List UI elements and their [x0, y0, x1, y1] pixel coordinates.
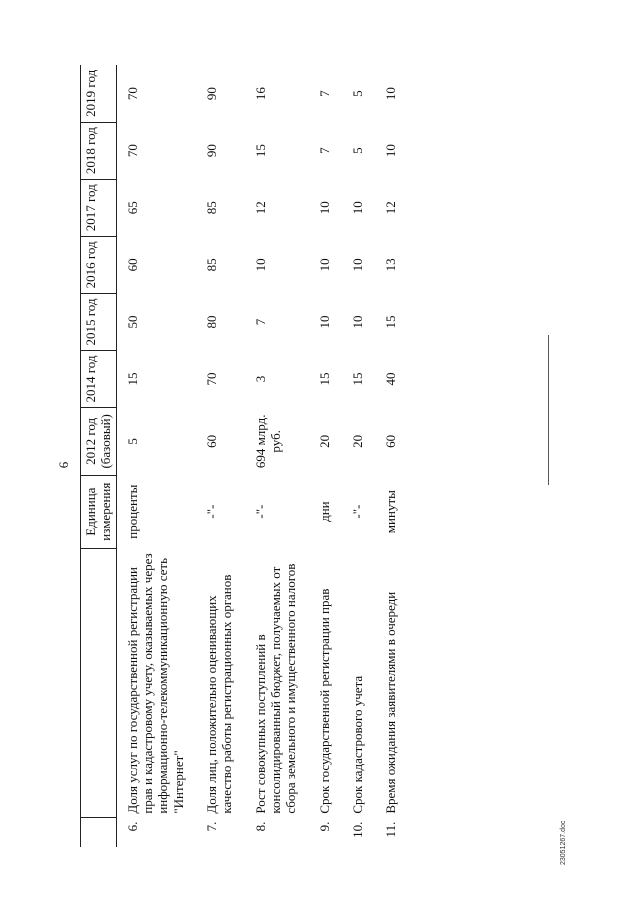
row-unit: проценты [124, 484, 140, 539]
row-number: 6. [124, 821, 140, 832]
row-value-2016: 60 [124, 258, 140, 272]
header-2016: 2016 год [81, 236, 117, 293]
row-value-2018: 90 [203, 144, 219, 158]
header-2012: 2012 год (базовый) [81, 408, 117, 475]
row-value-2018: 10 [383, 144, 399, 158]
row-value-2012: 694 млрд. руб. [252, 414, 283, 469]
row-value-2015: 7 [252, 318, 268, 326]
row-value-2019: 7 [316, 90, 332, 97]
row-value-2014: 3 [252, 375, 268, 383]
document-code: 23051267.doc [560, 820, 567, 865]
row-indicator-name: Время ожидания заявителями в очереди [383, 591, 399, 814]
row-indicator-name: Рост совокупных поступлений в консолидированный бюджет, получаемых от сбора земельного и имущественного налогов [252, 563, 299, 814]
row-indicator-name: Доля лиц, положительно оценивающих качество работы регистрационных органов [203, 574, 235, 814]
row-value-2019: 5 [349, 90, 365, 97]
header-2017: 2017 год [81, 179, 117, 236]
row-value-2016: 10 [349, 258, 365, 272]
row-value-2019: 16 [252, 87, 268, 101]
row-value-2015: 10 [349, 315, 365, 329]
row-number: 7. [203, 821, 219, 832]
row-number: 9. [316, 821, 332, 832]
header-2014: 2014 год [81, 351, 117, 408]
header-2019: 2019 год [81, 65, 117, 122]
row-value-2014: 15 [316, 372, 332, 386]
footer-divider [548, 335, 549, 485]
row-value-2017: 12 [252, 201, 268, 215]
rotated-page [40, 65, 580, 865]
page-number: 6 [56, 461, 71, 469]
row-value-2017: 10 [349, 201, 365, 215]
table-row [342, 65, 375, 847]
row-value-2012: 60 [383, 434, 399, 448]
row-value-2014: 40 [383, 372, 399, 386]
row-value-2018: 70 [124, 144, 140, 158]
table-row [196, 65, 245, 847]
row-unit: минуты [383, 490, 399, 534]
row-number: 8. [252, 821, 268, 832]
row-indicator-name: Срок кадастрового учета [349, 675, 365, 814]
row-value-2012: 20 [316, 434, 332, 448]
row-unit: дни [316, 501, 332, 522]
table-row [116, 65, 196, 847]
row-number: 10. [349, 821, 365, 838]
row-value-2016: 85 [203, 258, 219, 272]
row-value-2016: 10 [316, 258, 332, 272]
row-value-2015: 10 [316, 315, 332, 329]
header-2015: 2015 год [81, 293, 117, 350]
row-value-2019: 90 [203, 87, 219, 101]
table-row [245, 65, 309, 847]
row-value-2017: 65 [124, 201, 140, 215]
row-value-2019: 10 [383, 87, 399, 101]
row-value-2018: 15 [252, 144, 268, 158]
row-unit: -"- [203, 504, 219, 519]
table-row [309, 65, 342, 847]
row-value-2019: 70 [124, 87, 140, 101]
row-value-2018: 5 [349, 147, 365, 154]
row-indicator-name: Срок государственной регистрации прав [316, 588, 332, 814]
header-2018: 2018 год [81, 122, 117, 179]
row-value-2018: 7 [316, 147, 332, 154]
row-number: 11. [383, 821, 399, 838]
row-value-2015: 50 [124, 315, 140, 329]
row-value-2012: 5 [124, 438, 140, 445]
row-unit: -"- [349, 504, 365, 519]
row-value-2014: 70 [203, 372, 219, 386]
row-value-2016: 13 [383, 258, 399, 272]
indicators-table [80, 65, 409, 847]
row-value-2012: 60 [203, 434, 219, 448]
table-header-row [81, 65, 117, 847]
row-value-2015: 15 [383, 315, 399, 329]
row-value-2014: 15 [124, 372, 140, 386]
row-value-2016: 10 [252, 258, 268, 272]
row-value-2017: 12 [383, 201, 399, 215]
row-value-2014: 15 [349, 372, 365, 386]
row-indicator-name: Доля услуг по государственной регистрации прав и кадастровому учету, оказываемых через информационно-телекоммуникационную сеть "Интернет" [124, 553, 186, 814]
row-value-2012: 20 [349, 434, 365, 448]
row-value-2017: 85 [203, 201, 219, 215]
row-value-2015: 80 [203, 315, 219, 329]
header-unit: Единица измерения [81, 475, 117, 548]
table-row [375, 65, 408, 847]
row-unit: -"- [252, 504, 268, 519]
row-value-2017: 10 [316, 201, 332, 215]
